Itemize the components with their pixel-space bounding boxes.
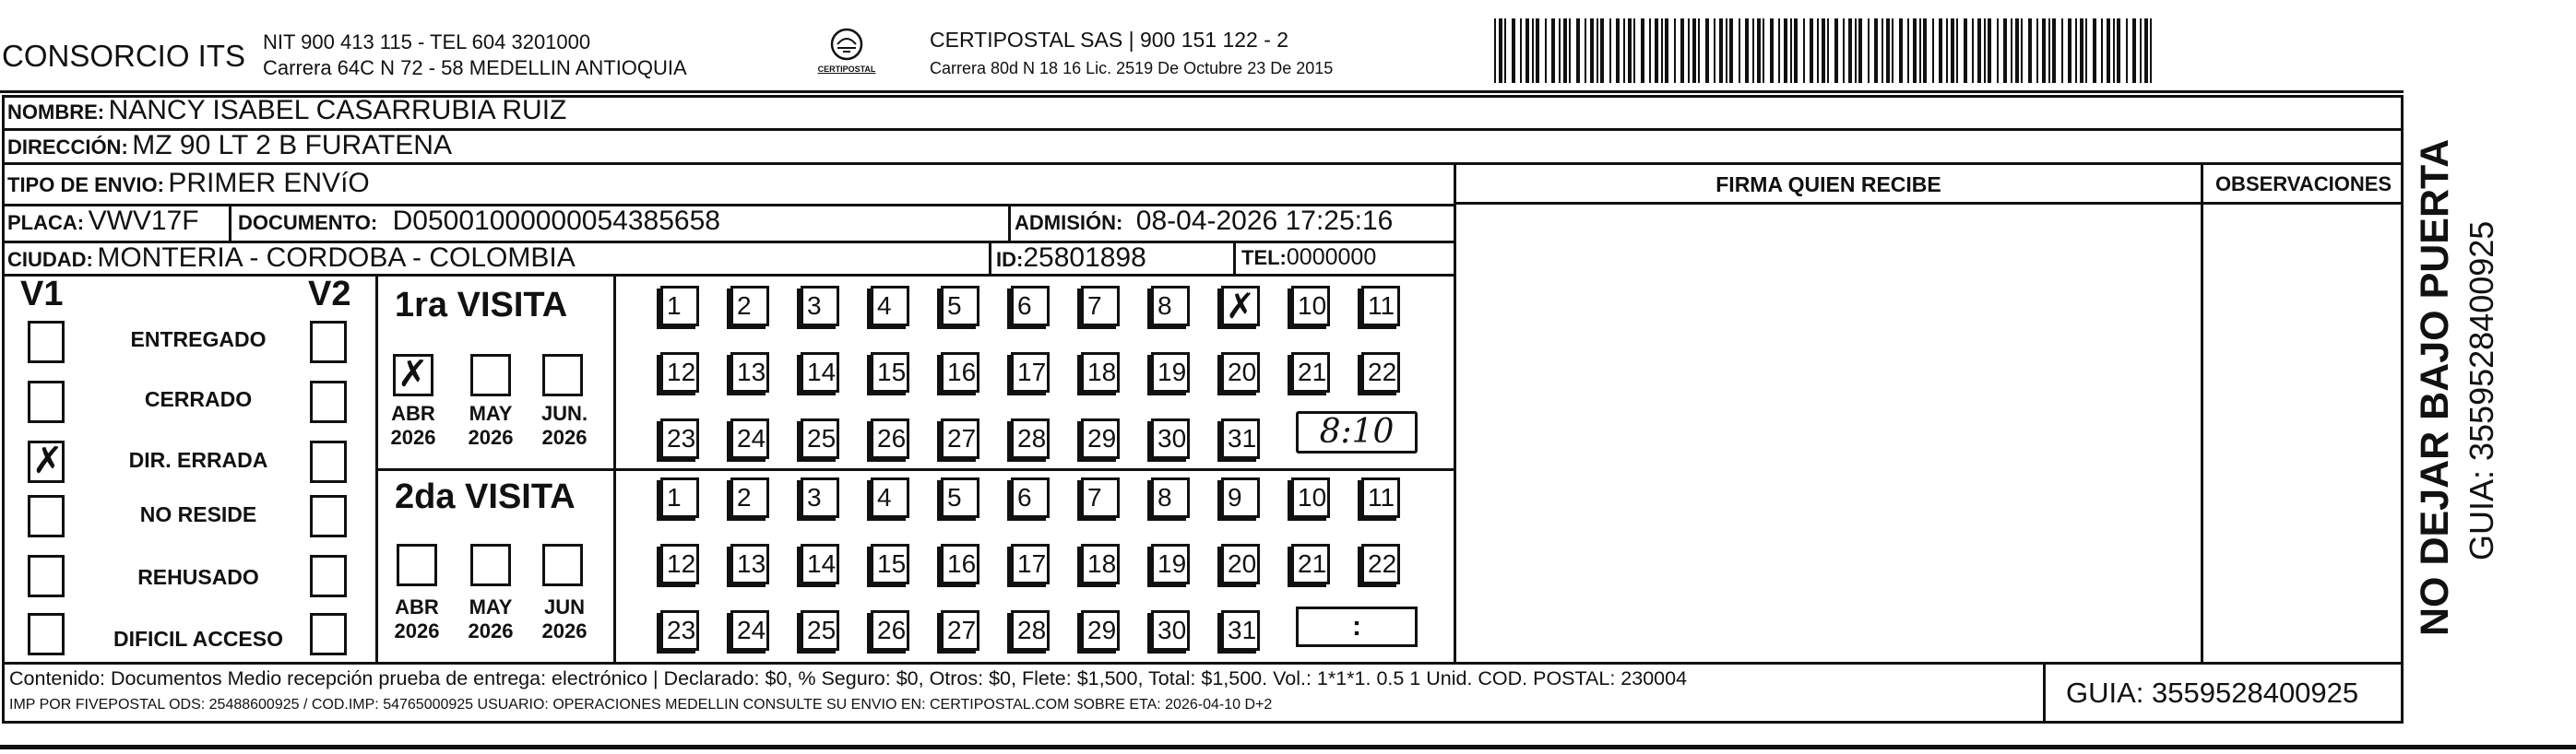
second-visit-day-5[interactable]: 5 xyxy=(941,477,979,518)
barcode-bar xyxy=(1874,18,1878,83)
check-mark-icon: ✗ xyxy=(32,440,64,482)
barcode-bar xyxy=(1698,18,1700,83)
company-name: CONSORCIO ITS xyxy=(2,39,246,73)
second-visit-day-22[interactable]: 22 xyxy=(1361,544,1400,584)
v2-checkbox-dificil-acceso[interactable] xyxy=(310,613,347,655)
first-visit-day-23[interactable]: 23 xyxy=(660,418,699,459)
first-visit-day-12[interactable]: 12 xyxy=(660,352,699,393)
placa-value: VWV17F xyxy=(88,206,199,236)
barcode-bar xyxy=(2003,18,2007,83)
nombre-row xyxy=(7,95,566,126)
second-visit-day-17[interactable]: 17 xyxy=(1011,544,1050,584)
barcode-bar xyxy=(1919,18,1921,83)
barcode-bar xyxy=(1674,18,1676,83)
tel-value: 0000000 xyxy=(1286,244,1377,270)
barcode-bar xyxy=(1988,18,1991,83)
side-notice: NO DEJAR BAJO PUERTA xyxy=(2413,138,2457,636)
first-visit-day-30[interactable]: 30 xyxy=(1151,418,1190,459)
second-month-abr xyxy=(389,595,445,643)
tipo-value: PRIMER ENVíO xyxy=(168,168,370,198)
second-visit-day-3[interactable]: 3 xyxy=(801,477,839,518)
reason-dificil-acceso: DIFICIL ACCESO xyxy=(113,627,283,651)
direccion-label: DIRECCIÓN: xyxy=(7,135,128,159)
barcode-bar xyxy=(2075,18,2077,83)
barcode-bar xyxy=(1551,18,1555,83)
first-month-may xyxy=(463,402,518,450)
barcode-bar xyxy=(2107,18,2110,83)
barcode xyxy=(1492,18,2156,83)
first-visit-day-31[interactable]: 31 xyxy=(1221,418,1260,459)
second-month-may xyxy=(463,595,518,643)
barcode-bar xyxy=(1951,18,1954,83)
barcode-bar xyxy=(1822,18,1825,83)
id-value: 25801898 xyxy=(1023,242,1146,273)
placa-label: PLACA: xyxy=(7,211,85,234)
second-month-jun xyxy=(537,595,592,643)
first-visit-title: 1ra VISITA xyxy=(395,286,568,324)
second-visit-day-21[interactable]: 21 xyxy=(1291,544,1330,584)
second-visit-day-29[interactable]: 29 xyxy=(1081,610,1120,651)
second-visit-day-2[interactable]: 2 xyxy=(730,477,769,518)
barcode-bar xyxy=(1817,18,1819,83)
barcode-bar xyxy=(2140,18,2142,83)
first-visit-day-27[interactable]: 27 xyxy=(941,418,979,459)
barcode-bar xyxy=(1752,18,1754,83)
barcode-bar xyxy=(1913,18,1917,83)
barcode-bar xyxy=(1688,18,1690,83)
first-visit-day-2[interactable]: 2 xyxy=(730,286,769,326)
v1-checkbox-dir-errada[interactable] xyxy=(28,441,65,483)
first-visit-day-5[interactable]: 5 xyxy=(941,286,979,326)
first-visit-day-9[interactable]: ✗ xyxy=(1221,286,1260,326)
barcode-bar xyxy=(2048,18,2050,83)
barcode-bar xyxy=(2061,18,2063,83)
year-label: 2026 xyxy=(468,426,514,449)
barcode-bar xyxy=(1810,18,1813,83)
barcode-bar xyxy=(1641,18,1644,83)
month-label: MAY xyxy=(469,595,513,619)
id-divider xyxy=(1233,241,1236,274)
second-visit-day-4[interactable]: 4 xyxy=(871,477,909,518)
nombre-value: NANCY ISABEL CASARRUBIA RUIZ xyxy=(108,95,567,125)
second-month-abr-checkbox[interactable] xyxy=(397,544,437,586)
barcode-bar xyxy=(1739,18,1740,83)
first-visit-day-18[interactable]: 18 xyxy=(1081,352,1120,393)
firma-area[interactable] xyxy=(1457,205,2200,661)
barcode-bar xyxy=(1600,18,1604,83)
barcode-bar xyxy=(2052,18,2056,83)
barcode-bar xyxy=(1563,18,1567,83)
first-visit-day-16[interactable]: 16 xyxy=(941,352,979,393)
first-visit-day-17[interactable]: 17 xyxy=(1011,352,1050,393)
company-nit: NIT 900 413 115 - TEL 604 3201000 xyxy=(263,30,591,53)
first-visit-day-14[interactable]: 14 xyxy=(801,352,839,393)
v1-checkbox-entregado[interactable] xyxy=(28,321,65,363)
footer-print-line: IMP POR FIVEPOSTAL ODS: 25488600925 / COD.IMP: 54765000925 USUARIO: OPERACIONES MEDELLIN CONSULTE SU ENVIO EN: CERTIPOSTAL.COM SOBRE ETA: 2026-04-10 D+2 xyxy=(9,697,1273,713)
v1-checkbox-cerrado[interactable] xyxy=(28,381,65,423)
month-label: ABR xyxy=(391,402,435,425)
barcode-bar xyxy=(1494,18,1496,83)
second-visit-day-13[interactable]: 13 xyxy=(730,544,769,584)
direccion-value: MZ 90 LT 2 B FURATENA xyxy=(132,130,452,160)
first-month-abr-checkbox[interactable] xyxy=(393,354,433,396)
second-visit-day-16[interactable]: 16 xyxy=(941,544,979,584)
logo-text: CERTIPOSTAL xyxy=(817,65,876,74)
second-visit-day-26[interactable]: 26 xyxy=(871,610,909,651)
placa-divider xyxy=(229,204,231,241)
second-visit-day-31[interactable]: 31 xyxy=(1221,610,1260,651)
tipo-row xyxy=(7,168,370,199)
barcode-bar xyxy=(2036,18,2038,83)
second-visit-day-20[interactable]: 20 xyxy=(1221,544,1260,584)
reason-dir-errada: DIR. ERRADA xyxy=(128,448,268,472)
first-visit-day-21[interactable]: 21 xyxy=(1291,352,1330,393)
visit-half-divider xyxy=(375,468,1454,471)
tel-label: TEL: xyxy=(1241,246,1287,269)
first-month-abr xyxy=(386,402,441,450)
year-label: 2026 xyxy=(541,426,588,449)
barcode-bar xyxy=(1633,18,1635,83)
ciudad-row xyxy=(7,242,576,274)
second-visit-day-24[interactable]: 24 xyxy=(730,610,769,651)
second-visit-day-9[interactable]: 9 xyxy=(1221,477,1260,518)
barcode-bar xyxy=(1616,18,1620,83)
barcode-bar xyxy=(1834,18,1838,83)
barcode-bar xyxy=(2028,18,2032,83)
barcode-bar xyxy=(1609,18,1611,83)
barcode-bar xyxy=(1757,18,1761,83)
second-visit-time: : xyxy=(1352,611,1361,642)
reason-cerrado: CERRADO xyxy=(144,387,253,411)
row-divider xyxy=(2,162,2404,165)
barcode-bar xyxy=(1692,18,1696,83)
barcode-bar xyxy=(1858,18,1862,83)
first-visit-day-4[interactable]: 4 xyxy=(871,286,909,326)
barcode-bar xyxy=(1536,18,1539,83)
barcode-bar xyxy=(1997,18,1999,83)
barcode-bar xyxy=(1892,18,1893,83)
first-visit-day-13[interactable]: 13 xyxy=(730,352,769,393)
v2-checkbox-cerrado[interactable] xyxy=(310,381,347,423)
barcode-bar xyxy=(1899,18,1903,83)
v1-checkbox-rehusado[interactable] xyxy=(28,555,65,597)
reason-no-reside: NO RESIDE xyxy=(139,502,257,526)
second-visit-time-box[interactable] xyxy=(1296,607,1418,647)
barcode-bar xyxy=(1803,18,1805,83)
barcode-bar xyxy=(2113,18,2115,83)
barcode-bar xyxy=(2132,18,2136,83)
barcode-bar xyxy=(1843,18,1845,83)
barcode-bar xyxy=(1784,18,1787,83)
barcode-bar xyxy=(1848,18,1852,83)
year-label: 2026 xyxy=(394,619,440,642)
barcode-bar xyxy=(1923,18,1927,83)
ciudad-divider xyxy=(989,241,991,274)
barcode-bar xyxy=(1525,18,1529,83)
year-label: 2026 xyxy=(390,426,436,449)
barcode-bar xyxy=(1499,18,1502,83)
first-visit-day-15[interactable]: 15 xyxy=(871,352,909,393)
second-visit-day-6[interactable]: 6 xyxy=(1011,477,1050,518)
first-visit-time-box[interactable] xyxy=(1296,411,1418,454)
barcode-bar xyxy=(2080,18,2083,83)
v2-checkbox-entregado[interactable] xyxy=(310,321,347,363)
barcode-bar xyxy=(1964,18,1967,83)
barcode-bar xyxy=(1956,18,1958,83)
second-visit-day-28[interactable]: 28 xyxy=(1011,610,1050,651)
second-visit-day-1[interactable]: 1 xyxy=(660,477,699,518)
documento-divider xyxy=(1008,204,1011,241)
second-visit-day-25[interactable]: 25 xyxy=(801,610,839,651)
first-visit-day-22[interactable]: 22 xyxy=(1361,352,1400,393)
second-visit-day-27[interactable]: 27 xyxy=(941,610,979,651)
v1-checkbox-no-reside[interactable] xyxy=(28,495,65,537)
first-visit-day-29[interactable]: 29 xyxy=(1081,418,1120,459)
second-month-may-checkbox[interactable] xyxy=(470,544,511,586)
barcode-bar xyxy=(1907,18,1909,83)
documento-label: DOCUMENTO: xyxy=(238,211,378,234)
footer-content-line: Contenido: Documentos Medio recepción prueba de entrega: electrónico | Declarado: $0, % Seguro: $0, Otros: $0, Flete: $1,500, Total: $1,500. Vol.: 1*1*1. 0.5 1 Unid. COD. POSTAL: 230004 xyxy=(9,667,1688,689)
courier-name: CERTIPOSTAL SAS | 900 151 122 - 2 xyxy=(930,28,1289,52)
second-visit-day-18[interactable]: 18 xyxy=(1081,544,1120,584)
barcode-bar xyxy=(1655,18,1658,83)
barcode-bar xyxy=(1569,18,1571,83)
barcode-bar xyxy=(1559,18,1561,83)
guia-divider xyxy=(2043,662,2046,724)
barcode-bar xyxy=(1939,18,1942,83)
barcode-bar xyxy=(1628,18,1632,83)
barcode-bar xyxy=(1532,18,1534,83)
observaciones-area[interactable] xyxy=(2204,205,2403,661)
first-visit-day-25[interactable]: 25 xyxy=(801,418,839,459)
first-visit-day-11[interactable]: 11 xyxy=(1361,286,1400,326)
admision-value: 08-04-2026 17:25:16 xyxy=(1135,206,1394,236)
year-label: 2026 xyxy=(468,619,514,642)
admision-row xyxy=(1015,206,1393,237)
barcode-bar xyxy=(1868,18,1870,83)
v2-label: V2 xyxy=(308,275,351,313)
barcode-bar xyxy=(1705,18,1709,83)
barcode-bar xyxy=(1827,18,1829,83)
barcode-bar xyxy=(2150,18,2152,83)
first-visit-day-28[interactable]: 28 xyxy=(1011,418,1050,459)
v2-checkbox-rehusado[interactable] xyxy=(310,555,347,597)
second-visit-day-19[interactable]: 19 xyxy=(1151,544,1190,584)
barcode-bar xyxy=(1665,18,1668,83)
nombre-label: NOMBRE: xyxy=(7,100,105,124)
barcode-bar xyxy=(1972,18,1974,83)
ciudad-label: CIUDAD: xyxy=(7,248,93,271)
second-visit-day-7[interactable]: 7 xyxy=(1081,477,1120,518)
v2-checkbox-no-reside[interactable] xyxy=(310,495,347,537)
row-divider xyxy=(2,274,1454,277)
barcode-bar xyxy=(1790,18,1792,83)
first-month-jun-checkbox[interactable] xyxy=(542,354,583,396)
second-visit-title: 2da VISITA xyxy=(395,477,576,516)
first-visit-day-3[interactable]: 3 xyxy=(801,286,839,326)
second-visit-day-14[interactable]: 14 xyxy=(801,544,839,584)
v1-checkbox-dificil-acceso[interactable] xyxy=(28,613,65,655)
v1-label: V1 xyxy=(20,275,64,313)
barcode-bar xyxy=(2117,18,2120,83)
first-month-jun xyxy=(537,402,592,450)
barcode-bar xyxy=(1882,18,1883,83)
second-visit-day-23[interactable]: 23 xyxy=(660,610,699,651)
courier-address: Carrera 80d N 18 16 Lic. 2519 De Octubre 23 De 2015 xyxy=(930,59,1334,77)
month-label: JUN xyxy=(543,595,585,619)
first-visit-day-19[interactable]: 19 xyxy=(1151,352,1190,393)
second-visit-day-11[interactable]: 11 xyxy=(1361,477,1400,518)
header-divider xyxy=(0,90,2404,93)
column-divider xyxy=(2201,162,2203,662)
barcode-bar xyxy=(1855,18,1857,83)
admision-label: ADMISIÓN: xyxy=(1015,211,1123,234)
bottom-edge xyxy=(0,745,2576,749)
barcode-bar xyxy=(1576,18,1580,83)
barcode-bar xyxy=(2042,18,2046,83)
check-mark-icon: ✗ xyxy=(398,353,429,395)
barcode-bar xyxy=(2085,18,2087,83)
ciudad-value: MONTERIA - CORDOBA - COLOMBIA xyxy=(97,242,576,273)
barcode-bar xyxy=(1649,18,1651,83)
tel-row xyxy=(1241,244,1376,271)
barcode-bar xyxy=(1661,18,1663,83)
barcode-bar xyxy=(1946,18,1948,83)
reason-rehusado: REHUSADO xyxy=(137,565,259,589)
barcode-bar xyxy=(2101,18,2103,83)
barcode-bar xyxy=(1745,18,1749,83)
month-label: ABR xyxy=(395,595,439,619)
documento-value: D05001000000054385658 xyxy=(392,206,720,236)
barcode-bar xyxy=(1623,18,1625,83)
first-visit-time: 8:10 xyxy=(1319,413,1395,451)
barcode-bar xyxy=(2011,18,2012,83)
observaciones-label: OBSERVACIONES xyxy=(2214,172,2392,195)
footer-guia: GUIA: 3559528400925 xyxy=(2066,677,2359,709)
barcode-bar xyxy=(2015,18,2019,83)
barcode-bar xyxy=(2021,18,2023,83)
barcode-bar xyxy=(1719,18,1723,83)
second-visit-day-30[interactable]: 30 xyxy=(1151,610,1190,651)
firma-label: FIRMA QUIEN RECIBE xyxy=(1715,172,1941,196)
second-visit-day-15[interactable]: 15 xyxy=(871,544,909,584)
barcode-bar xyxy=(1512,18,1515,83)
barcode-bar xyxy=(1714,18,1715,83)
barcode-bar xyxy=(1763,18,1764,83)
barcode-bar xyxy=(1977,18,1981,83)
second-visit-day-12[interactable]: 12 xyxy=(660,544,699,584)
barcode-bar xyxy=(1520,18,1522,83)
first-visit-day-20[interactable]: 20 xyxy=(1221,352,1260,393)
barcode-bar xyxy=(2126,18,2128,83)
placa-row xyxy=(7,206,199,237)
first-visit-day-26[interactable]: 26 xyxy=(871,418,909,459)
barcode-bar xyxy=(1984,18,1986,83)
barcode-bar xyxy=(2068,18,2071,83)
barcode-bar xyxy=(1597,18,1598,83)
v2-checkbox-dir-errada[interactable] xyxy=(310,441,347,483)
barcode-bar xyxy=(1726,18,1727,83)
direccion-row xyxy=(7,130,452,161)
certipostal-logo xyxy=(810,26,884,83)
barcode-bar xyxy=(1932,18,1934,83)
month-label: MAY xyxy=(469,402,513,425)
first-visit-day-10[interactable]: 10 xyxy=(1291,286,1330,326)
second-visit-day-8[interactable]: 8 xyxy=(1151,477,1190,518)
first-visit-day-1[interactable]: 1 xyxy=(660,286,699,326)
side-guia: GUIA: 3559528400925 xyxy=(2463,220,2500,560)
id-label: ID: xyxy=(996,248,1024,271)
barcode-bar xyxy=(1590,18,1594,83)
second-month-jun-checkbox[interactable] xyxy=(542,544,583,586)
barcode-bar xyxy=(1585,18,1586,83)
tipo-label: TIPO DE ENVIO: xyxy=(7,173,164,196)
barcode-bar xyxy=(1794,18,1798,83)
first-month-may-checkbox[interactable] xyxy=(470,354,511,396)
barcode-bar xyxy=(1545,18,1547,83)
column-divider xyxy=(1454,162,1456,662)
barcode-bar xyxy=(1886,18,1890,83)
barcode-bar xyxy=(1729,18,1733,83)
month-label: JUN. xyxy=(540,402,588,425)
id-row xyxy=(996,242,1146,274)
barcode-bar xyxy=(1778,18,1780,83)
company-address: Carrera 64C N 72 - 58 MEDELLIN ANTIOQUIA xyxy=(263,56,687,79)
first-visit-day-8[interactable]: 8 xyxy=(1151,286,1190,326)
documento-row xyxy=(238,206,720,237)
first-visit-day-7[interactable]: 7 xyxy=(1081,286,1120,326)
year-label: 2026 xyxy=(541,619,588,642)
first-visit-day-6[interactable]: 6 xyxy=(1011,286,1050,326)
reason-entregado: ENTREGADO xyxy=(130,327,267,351)
first-visit-day-24[interactable]: 24 xyxy=(730,418,769,459)
barcode-bar xyxy=(1770,18,1774,83)
barcode-bar xyxy=(1504,18,1506,83)
barcode-bar xyxy=(1680,18,1684,83)
barcode-bar xyxy=(2144,18,2148,83)
barcode-bar xyxy=(2093,18,2096,83)
second-visit-day-10[interactable]: 10 xyxy=(1291,477,1330,518)
